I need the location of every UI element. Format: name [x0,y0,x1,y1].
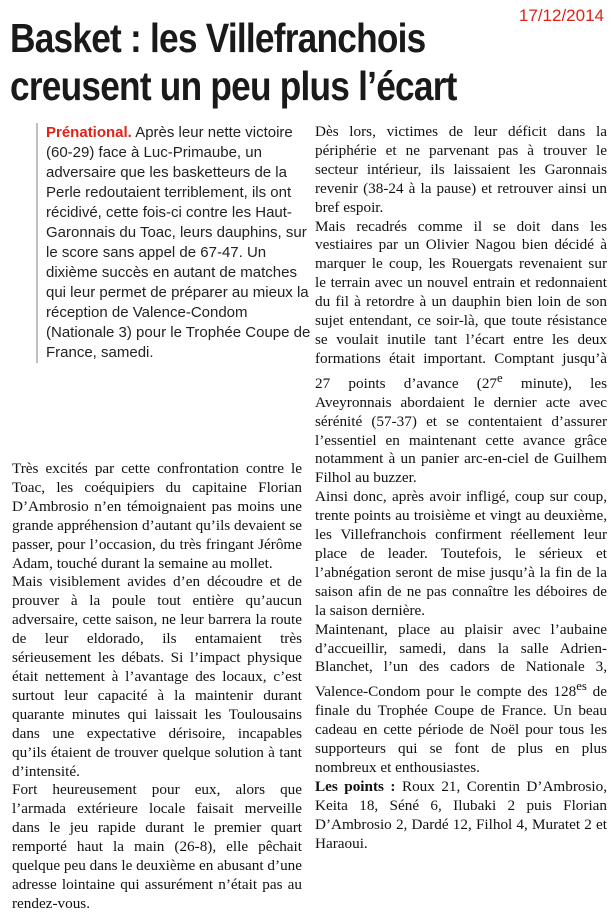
body-column-right [315,123,607,854]
text-run: de finale du Trophée Coupe de France. Un beau cadeau en cette période de Noël pour tous les supporteurs qui se font de plus en plus nombreux et enthousiastes. [315,683,607,777]
body-paragraph: Ainsi donc, après avoir infligé, coup sur coup, trente points au troisième et vingt au deuxième, les Villefranchois confirment réellement leur place de leader. Toutefois, le sérieux et l’abnégation seront de mise jusqu’à la fin de la saison afin de ne pas connaître les déboires de la saison dernière. [315,488,607,619]
lead-kicker: Prénational. [46,124,132,141]
text-run: Maintenant, place au plaisir avec l’aubaine d’accueillir, samedi, dans la salle Adrien-Blanchet, l’un des cadors de Nationale 3, Valence-Condom pour le compte des 128 [315,620,607,701]
publication-date: 17/12/2014 [518,6,604,25]
body-paragraph: Dès lors, victimes de leur déficit dans la périphérie et ne parvenant pas à trouver le secteur intérieur, ils laissaient les Garonnais revenir (38-24 à la pause) et retrouver ainsi un bref espoir. [315,123,607,216]
body-paragraph [315,621,607,778]
body-paragraph [315,218,607,489]
body-paragraph: Mais visiblement avides d’en découdre et de prouver à la poule tout entière qu’aucun adversaire, cette saison, ne leur barrera la route de leur eldorado, ils entamaient très sérieusement les débats. Si l’impact physique était nettement à l’avantage des locaux, c’est surtout leur capacité à la maintenir durant quarante minutes qui laissait les Toulousains dans une expectative dérisoire, incapables qu’ils étaient de trouver quelque solution à tant d’intensité. [12,573,302,780]
ordinal-suffix: es [576,679,587,694]
headline [10,14,522,110]
points-label: Les points : [315,777,396,795]
body-paragraph: Fort heureusement pour eux, alors que l’armada extérieure locale faisait merveille dans le jeu rapide durant le premier quart remporté haut la main (26-8), elle pêchait quelque peu dans le deuxième en abusant d’une adresse lointaine qui assurément n’était pas au rendez-vous. [12,781,302,912]
headline-line-2: creusent un peu plus l’écart [10,63,457,109]
text-run: Mais recadrés comme il se doit dans les vestiaires par un Olivier Nagou bien décidé à marquer le coup, les Rouergats revenaient sur le terrain avec un nouvel entrain et redonnaient du fil à retordre à un dauphin bien loin de son sujet entendant, ce soir-là, que toute résistance se voulait inutile tant l’écart entre les deux formations était important. Comptant jusqu’à 27 points d’avance (27 [315,217,607,392]
text-run: minute), les Aveyronnais abordaient le dernier acte avec sérénité (57-37) et se contentaient d’assurer l’essentiel en maintenant cette avance grâce notamment à un panier arc-en-ciel de Guilhem Filhol au buzzer. [315,374,607,487]
lead-paragraph [36,123,311,363]
lead-text: Après leur nette victoire (60-29) face à Luc-Primaube, un adversaire que les basketteurs de la Perle redoutaient terriblement, ils ont récidivé, cette fois-ci contre les Haut-Garonnais du Toac, leurs dauphins, sur le score sans appel de 67-47. Un dixième succès en autant de matches qui leur permet de préparer au mieux la réception de Valence-Condom (Nationale 3) pour le Trophée Coupe de France, samedi. [46,124,311,361]
body-paragraph: Très excités par cette confrontation contre le Toac, les coéquipiers du capitaine Florian D’Ambrosio n’en témoignaient pas moins une grande appréhension d’autant qu’ils devaient se passer, pour l’occasion, du très fringant Jérôme Adam, touché durant la semaine au mollet. [12,460,302,572]
points-paragraph [315,778,607,854]
ordinal-suffix: e [497,370,503,385]
headline-line-1: Basket : les Villefranchois [10,15,426,61]
body-column-left [12,460,302,914]
points-text: Roux 21, Corentin D’Ambrosio, Keita 18, Séné 6, Ilubaki 2 puis Florian D’Ambrosio 2, Dardé 12, Filhol 4, Muratet 2 et Haraoui. [315,777,607,852]
